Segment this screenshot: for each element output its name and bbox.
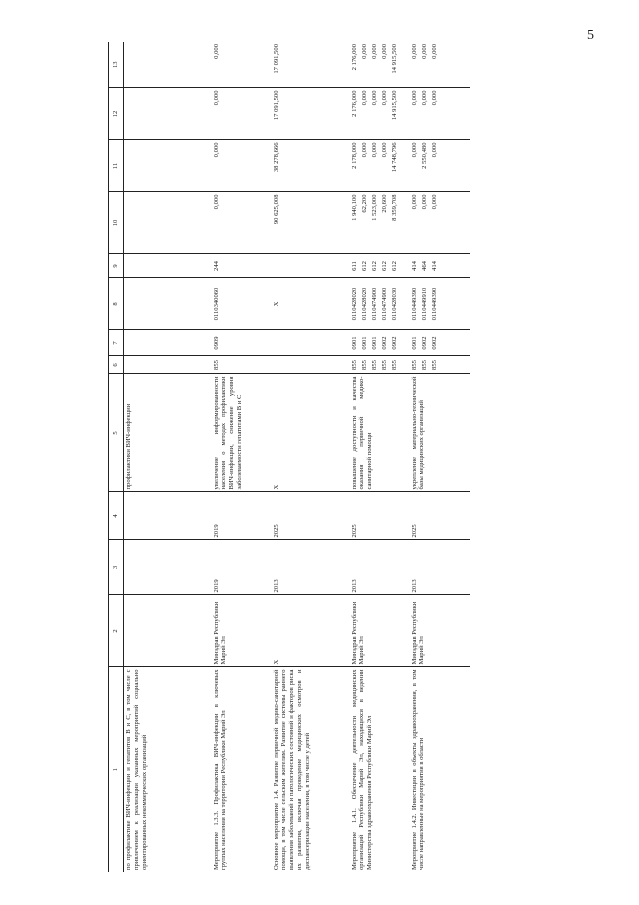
column-header-10: 10 (109, 192, 124, 254)
cell-value: 0,000 (212, 142, 220, 158)
rotated-table-frame (108, 42, 518, 872)
cell-c10 (350, 192, 410, 254)
cell-value: 855 (430, 360, 438, 370)
table-row (212, 42, 272, 872)
cell-c5: Х (272, 374, 350, 492)
cell-c11 (272, 140, 350, 192)
cell-c7 (272, 330, 350, 356)
cell-c3 (124, 540, 212, 595)
cell-c13 (212, 42, 272, 88)
cell-value: 0110449910 (420, 287, 428, 321)
cell-c1: Мероприятие 1.3.3. Профилактика ВИЧ-инфекции в ключевых группах населения на территории Республики Марий Эл (212, 669, 228, 870)
cell-c8 (350, 278, 410, 330)
cell-value: 0,000 (420, 90, 428, 106)
cell-value: 0,000 (212, 44, 220, 59)
column-header-13: 13 (109, 42, 124, 88)
cell-value: 0,000 (370, 90, 378, 106)
cell-c6 (212, 356, 272, 374)
cell-value: 0,000 (380, 90, 388, 106)
cell-value: 0901 (350, 336, 358, 350)
cell-value: 611 (350, 261, 358, 271)
cell-c10 (212, 192, 272, 254)
cell-value: 0110449390 (410, 287, 418, 321)
cell-c4 (124, 492, 212, 540)
cell-value: 0,000 (370, 142, 378, 158)
cell-value: 0,000 (410, 90, 418, 106)
table-row (350, 42, 410, 872)
cell-c11 (212, 140, 272, 192)
table-row (124, 42, 212, 872)
cell-value: 0,000 (410, 142, 418, 158)
column-header-6: 6 (109, 356, 124, 374)
cell-c1: Основное мероприятие 1.4. Развитие первичной медико-санитарной помощи, в том числе сельским жителям. Развитие системы раннего выявления заболеваний и патологических состояний и факторов риска их развития, включая проведение медицинских осмотров и диспансеризации населения, в том числе у детей (272, 669, 311, 870)
cell-c8 (124, 278, 212, 330)
cell-c7 (410, 330, 470, 356)
cell-c7 (350, 330, 410, 356)
cell-value: 0,000 (370, 44, 378, 59)
header-row (109, 42, 124, 872)
cell-value: 0,000 (410, 44, 418, 59)
column-header-3: 3 (109, 540, 124, 595)
cell-value: 0901 (370, 336, 378, 350)
cell-c1: по профилактике ВИЧ-инфекции и гепатитов В и С, в том числе с привлечением к реализации указанных мероприятий социально ориентированных некоммерческих организаций (125, 669, 148, 870)
cell-value: 464 (420, 261, 428, 271)
cell-value: 855 (420, 360, 428, 370)
table-row (410, 42, 470, 872)
cell-value: 612 (380, 261, 388, 271)
cell-c2: Минздрав Республики Марий Эл (350, 595, 410, 667)
cell-c8 (212, 278, 272, 330)
cell-value: 62,200 (360, 194, 368, 213)
cell-c6 (410, 356, 470, 374)
cell-c1: Мероприятие 1.4.2. Инвестиции в объекты здравоохранения, в том числе направленные на мероприятия в области (410, 669, 426, 870)
cell-value: 0,000 (380, 44, 388, 59)
cell-c4: 2025 (350, 492, 410, 540)
cell-c3: 2013 (272, 540, 350, 595)
cell-value: 612 (390, 261, 398, 271)
cell-c5: укрепление материально-технической базы медицинских организаций (410, 374, 470, 492)
cell-value: 0,000 (430, 44, 438, 59)
cell-value: 0,000 (212, 194, 220, 210)
cell-value: 0110428020 (360, 287, 368, 321)
column-header-2: 2 (109, 595, 124, 667)
cell-value: 0,000 (430, 142, 438, 158)
column-header-7: 7 (109, 330, 124, 356)
cell-c4: 2025 (272, 492, 350, 540)
column-header-4: 4 (109, 492, 124, 540)
cell-c2: Х (272, 595, 350, 667)
cell-value: 0110474900 (370, 287, 378, 321)
cell-c9 (272, 254, 350, 278)
cell-value: 0,000 (430, 194, 438, 210)
cell-value: 0110474900 (380, 287, 388, 321)
cell-value: 855 (360, 360, 368, 370)
cell-value: 14 915,500 (390, 90, 398, 121)
cell-value: 2 176,000 (350, 44, 358, 71)
cell-value: 20,600 (380, 194, 388, 213)
cell-c13 (410, 42, 470, 88)
cell-value: 2 176,000 (350, 90, 358, 117)
cell-c4: 2019 (212, 492, 272, 540)
cell-value: 855 (370, 360, 378, 370)
cell-value: 0902 (380, 336, 388, 350)
cell-c2: Минздрав Республики Марий Эл (212, 595, 272, 667)
cell-c3: 2019 (212, 540, 272, 595)
cell-value: 14 748,796 (390, 142, 398, 173)
cell-c11 (124, 140, 212, 192)
cell-c11 (410, 140, 470, 192)
cell-value: 0902 (430, 336, 438, 350)
column-header-1: 1 (109, 667, 124, 872)
cell-value: 0,000 (380, 142, 388, 158)
cell-value: 855 (212, 360, 220, 370)
cell-value: 0909 (212, 336, 220, 350)
cell-value: 0110449390 (430, 287, 438, 321)
cell-c6 (272, 356, 350, 374)
cell-value: 0110428030 (390, 287, 398, 321)
cell-value: 0110428020 (350, 287, 358, 321)
cell-value: 855 (390, 360, 398, 370)
cell-value: 14 915,500 (390, 44, 398, 74)
cell-c12 (124, 88, 212, 140)
cell-value: 0901 (360, 336, 368, 350)
cell-c9 (212, 254, 272, 278)
cell-c13 (124, 42, 212, 88)
cell-c1: Мероприятие 1.4.1. Обеспечение деятельности медицинских организаций Республики Марий Эл, находящихся в ведении Министерства здравоохранения Республики Марий Эл (350, 669, 374, 870)
cell-c9 (410, 254, 470, 278)
cell-c13 (350, 42, 410, 88)
cell-c9 (350, 254, 410, 278)
cell-value: 0902 (420, 336, 428, 350)
cell-value: 0110340060 (212, 287, 220, 321)
cell-c10 (124, 192, 212, 254)
cell-value: 612 (370, 261, 378, 271)
cell-value: 0902 (390, 336, 398, 350)
column-header-11: 11 (109, 140, 124, 192)
cell-c13 (272, 42, 350, 88)
cell-value: 855 (350, 360, 358, 370)
cell-value: 90 625,008 (272, 194, 280, 225)
cell-value: 244 (212, 261, 220, 271)
cell-c11 (350, 140, 410, 192)
cell-value: 1 940,100 (350, 194, 358, 221)
cell-c5: повышение доступности и качества оказания первичной медико-санитарной помощи (350, 374, 410, 492)
cell-value: 2 178,000 (350, 142, 358, 169)
cell-c10 (410, 192, 470, 254)
cell-value: 0,000 (430, 90, 438, 106)
cell-value: 414 (430, 261, 438, 271)
cell-c5: увеличение информированности населения о методах профилактики ВИЧ-инфекции, снижение уровня заболеваемости гепатитами В и С (212, 374, 272, 492)
cell-c6 (350, 356, 410, 374)
cell-c4: 2025 (410, 492, 470, 540)
cell-value: 17 091,500 (272, 90, 280, 121)
cell-value: 0,000 (420, 194, 428, 210)
cell-c5: профилактики ВИЧ-инфекции (124, 374, 212, 492)
cell-value: 0,000 (212, 90, 220, 106)
cell-value: 0,000 (360, 90, 368, 106)
column-header-12: 12 (109, 88, 124, 140)
cell-value: 0,000 (420, 44, 428, 59)
cell-value: 0,000 (410, 194, 418, 210)
cell-value: 612 (360, 261, 368, 271)
cell-c12 (410, 88, 470, 140)
cell-value: 0901 (410, 336, 418, 350)
cell-value: 855 (410, 360, 418, 370)
cell-c9 (124, 254, 212, 278)
cell-c3: 2013 (350, 540, 410, 595)
page-number: 5 (587, 28, 594, 43)
cell-c12 (350, 88, 410, 140)
cell-c12 (272, 88, 350, 140)
cell-c6 (124, 356, 212, 374)
cell-c7 (212, 330, 272, 356)
column-header-9: 9 (109, 254, 124, 278)
cell-value: 855 (380, 360, 388, 370)
cell-c2: Минздрав Республики Марий Эл (410, 595, 470, 667)
cell-value: Х (272, 301, 280, 307)
cell-c2 (124, 595, 212, 667)
cell-value: 38 278,666 (272, 142, 280, 173)
cell-c10 (272, 192, 350, 254)
cell-c12 (212, 88, 272, 140)
cell-value: 8 359,708 (390, 194, 398, 221)
cell-value: 0,000 (360, 44, 368, 59)
column-header-5: 5 (109, 374, 124, 492)
cell-c8 (410, 278, 470, 330)
cell-value: 17 091,500 (272, 44, 280, 74)
cell-value: 2 550,480 (420, 142, 428, 169)
table-body (124, 42, 470, 872)
budget-table (108, 42, 470, 872)
cell-c7 (124, 330, 212, 356)
cell-value: 414 (410, 261, 418, 271)
cell-c3: 2013 (410, 540, 470, 595)
cell-c8 (272, 278, 350, 330)
table-row (272, 42, 350, 872)
column-header-8: 8 (109, 278, 124, 330)
cell-value: 1 523,000 (370, 194, 378, 221)
cell-value: 0,000 (360, 142, 368, 158)
